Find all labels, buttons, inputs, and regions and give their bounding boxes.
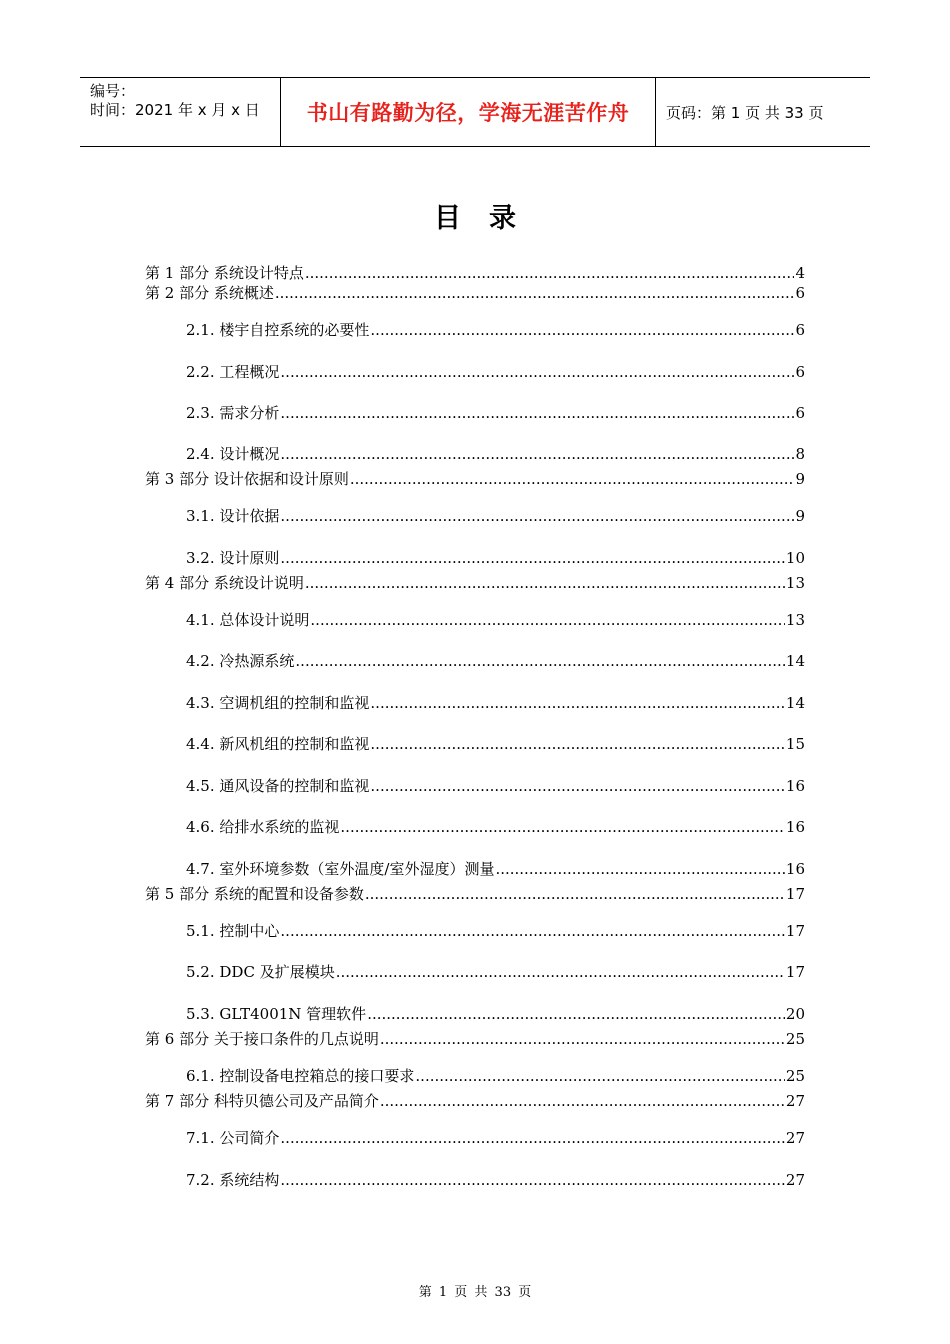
toc-leader-dots — [280, 403, 794, 423]
toc-entry-page: 14 — [785, 652, 805, 670]
toc-entry-text: 3.2. 设计原则 — [186, 549, 280, 567]
toc-entry-text: 第 7 部分 科特贝德公司及产品简介 — [145, 1092, 379, 1110]
toc-leader-dots — [367, 1004, 785, 1024]
toc-leader-dots — [280, 444, 794, 464]
toc-entry-page: 10 — [785, 549, 805, 567]
toc-entry-page: 13 — [785, 574, 805, 592]
toc-leader-dots — [280, 921, 785, 941]
toc-entry-text: 3.1. 设计依据 — [186, 507, 280, 525]
toc-entry-page: 16 — [785, 777, 805, 795]
toc-leader-dots — [280, 548, 785, 568]
toc-entry-text: 2.2. 工程概况 — [186, 363, 280, 381]
toc-entry[interactable] — [186, 548, 805, 568]
toc-entry[interactable] — [145, 283, 805, 303]
toc-entry-page: 9 — [795, 507, 805, 525]
toc-entry-text: 第 2 部分 系统概述 — [145, 284, 274, 302]
toc-entry-page: 25 — [785, 1030, 805, 1048]
toc-leader-dots — [336, 962, 785, 982]
toc-leader-dots — [370, 776, 785, 796]
toc-leader-dots — [415, 1066, 785, 1086]
toc-leader-dots — [295, 651, 785, 671]
toc-entry[interactable] — [186, 362, 805, 382]
toc-entry[interactable] — [186, 859, 805, 879]
toc-entry-text: 第 1 部分 系统设计特点 — [145, 264, 304, 282]
toc-entry-text: 4.1. 总体设计说明 — [186, 611, 310, 629]
page-info: 页码：第 1 页 共 33 页 — [666, 103, 824, 122]
toc-entry-text: 第 3 部分 设计依据和设计原则 — [145, 470, 349, 488]
toc-leader-dots — [280, 506, 794, 526]
toc-entry-page: 9 — [795, 470, 805, 488]
toc-entry[interactable] — [186, 776, 805, 796]
toc-leader-dots — [280, 362, 794, 382]
toc-entry-page: 16 — [785, 860, 805, 878]
toc-entry-text: 4.7. 室外环境参数（室外温度/室外湿度）测量 — [186, 860, 495, 878]
toc-entry[interactable] — [186, 506, 805, 526]
toc-leader-dots — [370, 320, 794, 340]
toc-entry[interactable] — [145, 263, 805, 283]
toc-entry[interactable] — [186, 1170, 805, 1190]
toc-entry-page: 25 — [785, 1067, 805, 1085]
toc-entry-page: 6 — [795, 321, 805, 339]
toc-entry-page: 6 — [795, 404, 805, 422]
toc-leader-dots — [310, 610, 785, 630]
toc-entry-page: 15 — [785, 735, 805, 753]
toc-leader-dots — [350, 469, 795, 489]
toc-entry-page: 14 — [785, 694, 805, 712]
toc-entry-page: 20 — [785, 1005, 805, 1023]
toc-entry[interactable] — [145, 884, 805, 904]
toc-entry[interactable] — [186, 1004, 805, 1024]
toc-entry-text: 4.3. 空调机组的控制和监视 — [186, 694, 370, 712]
toc-entry-text: 4.4. 新风机组的控制和监视 — [186, 735, 370, 753]
page-footer: 第 1 页 共 33 页 — [418, 1285, 532, 1300]
toc-entry[interactable] — [186, 734, 805, 754]
toc-entry-text: 7.1. 公司简介 — [186, 1129, 280, 1147]
toc-leader-dots — [380, 1091, 785, 1111]
toc-entry[interactable] — [186, 1128, 805, 1148]
toc-entry[interactable] — [186, 403, 805, 423]
toc-entry[interactable] — [186, 651, 805, 671]
toc-entry-page: 17 — [785, 963, 805, 981]
toc-entry-page: 8 — [795, 445, 805, 463]
toc-entry-page: 13 — [785, 611, 805, 629]
toc-entry-page: 27 — [785, 1129, 805, 1147]
toc-entry[interactable] — [186, 817, 805, 837]
toc-leader-dots — [305, 263, 795, 283]
toc-leader-dots — [365, 884, 785, 904]
toc-entry[interactable] — [186, 1066, 805, 1086]
toc-entry[interactable] — [145, 469, 805, 489]
toc-entry-text: 第 5 部分 系统的配置和设备参数 — [145, 885, 364, 903]
toc-entry-text: 2.3. 需求分析 — [186, 404, 280, 422]
toc-entry-page: 16 — [785, 818, 805, 836]
toc-entry-text: 2.4. 设计概况 — [186, 445, 280, 463]
toc-entry-page: 17 — [785, 922, 805, 940]
toc-entry[interactable] — [186, 921, 805, 941]
toc-entry-page: 6 — [795, 284, 805, 302]
toc-entry-text: 5.3. GLT4001N 管理软件 — [186, 1005, 367, 1023]
toc-entry[interactable] — [186, 610, 805, 630]
toc-entry-text: 第 4 部分 系统设计说明 — [145, 574, 304, 592]
toc-entry-text: 4.5. 通风设备的控制和监视 — [186, 777, 370, 795]
toc-entry[interactable] — [186, 444, 805, 464]
toc-leader-dots — [380, 1029, 785, 1049]
toc-entry-text: 2.1. 楼宇自控系统的必要性 — [186, 321, 370, 339]
toc-leader-dots — [280, 1170, 785, 1190]
toc-entry-text: 6.1. 控制设备电控箱总的接口要求 — [186, 1067, 415, 1085]
toc-entry-page: 27 — [785, 1092, 805, 1110]
toc-entry-page: 4 — [795, 264, 805, 282]
toc-leader-dots — [370, 734, 785, 754]
document-title: 目录 — [434, 203, 544, 234]
toc-leader-dots — [280, 1128, 785, 1148]
toc-entry-page: 27 — [785, 1171, 805, 1189]
toc-leader-dots — [305, 573, 785, 593]
code-label: 编号： — [90, 82, 136, 100]
toc-entry-page: 6 — [795, 363, 805, 381]
date-text: 时间：2021 年 x 月 x 日 — [90, 101, 260, 119]
toc-entry[interactable] — [145, 1029, 805, 1049]
toc-entry-text: 4.6. 给排水系统的监视 — [186, 818, 340, 836]
toc-entry-text: 第 6 部分 关于接口条件的几点说明 — [145, 1030, 379, 1048]
toc-leader-dots — [340, 817, 785, 837]
toc-entry-text: 5.2. DDC 及扩展模块 — [186, 963, 335, 981]
toc-entry[interactable] — [186, 693, 805, 713]
toc-entry-page: 17 — [785, 885, 805, 903]
toc-entry[interactable] — [186, 962, 805, 982]
toc-entry[interactable] — [145, 1091, 805, 1111]
toc-leader-dots — [370, 693, 785, 713]
toc-entry-text: 5.1. 控制中心 — [186, 922, 280, 940]
toc-entry-text: 4.2. 冷热源系统 — [186, 652, 295, 670]
motto: 书山有路勤为径，学海无涯苦作舟 — [306, 101, 630, 125]
toc-entry-text: 7.2. 系统结构 — [186, 1171, 280, 1189]
toc-entry[interactable] — [186, 320, 805, 340]
toc-leader-dots — [275, 283, 795, 303]
toc-entry[interactable] — [145, 573, 805, 593]
toc-leader-dots — [495, 859, 784, 879]
